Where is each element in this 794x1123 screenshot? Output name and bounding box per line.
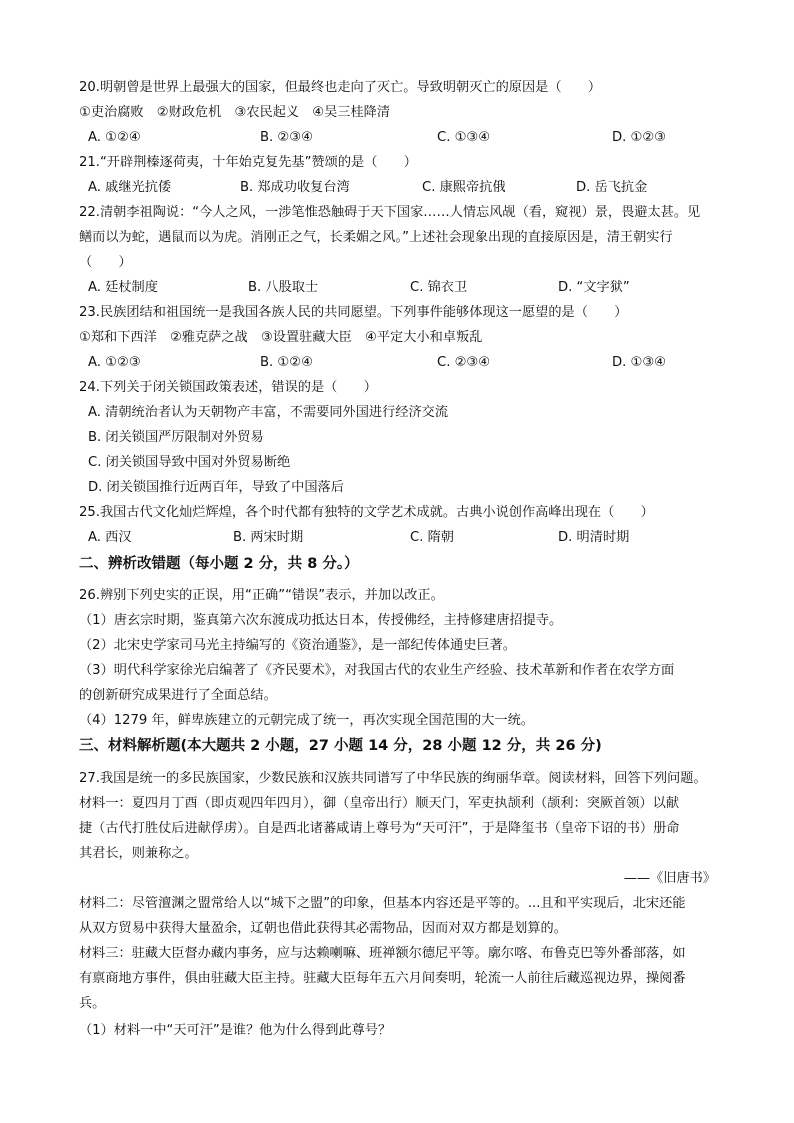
q27-sub-question-1: （1）材料一中“天可汗”是谁？他为什么得到此尊号？ bbox=[79, 1023, 392, 1038]
q20-options bbox=[88, 130, 708, 146]
q26-item: 的创新研究成果进行了全面总结。 bbox=[79, 688, 277, 703]
q23-items: ①郑和下西洋 ②雅克萨之战 ③设置驻藏大臣 ④平定大小和卓叛乱 bbox=[79, 330, 483, 345]
q24-option-c[interactable]: C. 闭关锁国导致中国对外贸易断绝 bbox=[88, 455, 291, 470]
q20-option-d[interactable]: D. ①②③ bbox=[612, 130, 667, 145]
q27-stem: 27.我国是统一的多民族国家，少数民族和汉族共同谱写了中华民族的绚丽华章。阅读材料，回答下列问题。 bbox=[79, 771, 707, 786]
q20-option-a[interactable]: A. ①②④ bbox=[88, 130, 141, 145]
material-1-line: 其君长，则兼称之。 bbox=[79, 846, 198, 861]
q24-option-b[interactable]: B. 闭关锁国严厉限制对外贸易 bbox=[88, 430, 264, 445]
q21-stem: 21.“开辟荆榛逐荷夷，十年始克复先基”赞颂的是（ ） bbox=[79, 155, 417, 170]
q22-option-a[interactable]: A. 廷杖制度 bbox=[88, 280, 158, 295]
q22-stem-line: 22.清朝李祖陶说：“今人之风，一涉笔惟恐触碍于天下国家……人情忘风觇（看，窥视）景，畏避太甚。见 bbox=[79, 205, 701, 220]
material-2-line: 材料二：尽管澶渊之盟常给人以“城下之盟”的印象，但基本内容还是平等的。...且和平实现后，北宋还能 bbox=[79, 896, 686, 911]
q25-option-a[interactable]: A. 西汉 bbox=[88, 530, 132, 545]
section3-heading: 三、材料解析题(本大题共 2 小题，27 小题 14 分，28 小题 12 分，共 26 分) bbox=[79, 738, 602, 754]
q25-options bbox=[88, 530, 708, 546]
q25-option-d[interactable]: D. 明清时期 bbox=[558, 530, 630, 545]
material-3-line: 有禀商地方事件，俱由驻藏大臣主持。驻藏大臣每年五六月间奏明，轮流一人前往后藏巡视边界，操阅番 bbox=[79, 971, 686, 986]
section2-heading: 二、辨析改错题（每小题 2 分，共 8 分。） bbox=[79, 556, 359, 572]
q24-option-a[interactable]: A. 清朝统治者认为天朝物产丰富，不需要同外国进行经济交流 bbox=[88, 405, 449, 420]
q21-option-a[interactable]: A. 戚继光抗倭 bbox=[88, 180, 172, 195]
q20-items: ①吏治腐败 ②财政危机 ③农民起义 ④吴三桂降清 bbox=[79, 105, 391, 120]
q21-option-d[interactable]: D. 岳飞抗金 bbox=[576, 180, 648, 195]
q23-option-b[interactable]: B. ①②④ bbox=[260, 355, 313, 370]
q22-options bbox=[88, 280, 708, 296]
q23-options bbox=[88, 355, 708, 371]
q23-option-d[interactable]: D. ①③④ bbox=[612, 355, 667, 370]
q26-item: （3）明代科学家徐光启编著了《齐民要术》，对我国古代的农业生产经验、技术革新和作者在农学方面 bbox=[79, 663, 675, 678]
material-3-line: 材料三：驻藏大臣督办藏内事务，应与达赖喇嘛、班禅额尔德尼平等。廓尔喀、布鲁克巴等外番部落，如 bbox=[79, 946, 686, 961]
q26-item: （4）1279 年，鲜卑族建立的元朝完成了统一，再次实现全国范围的大一统。 bbox=[79, 713, 534, 728]
q26-item: （2）北宋史学家司马光主持编写的《资治通鉴》，是一部纪传体通史巨著。 bbox=[79, 638, 516, 653]
q20-option-b[interactable]: B. ②③④ bbox=[260, 130, 313, 145]
q24-option-d[interactable]: D. 闭关锁国推行近两百年，导致了中国落后 bbox=[88, 480, 344, 495]
q25-stem: 25.我国古代文化灿烂辉煌，各个时代都有独特的文学艺术成就。古典小说创作高峰出现在（ ） bbox=[79, 505, 654, 520]
q26-stem: 26.辨别下列史实的正误，用“正确”“错误”表示，并加以改正。 bbox=[79, 588, 444, 603]
material-1-source: ——《旧唐书》 bbox=[623, 871, 716, 886]
q21-options bbox=[88, 180, 708, 196]
q22-option-d[interactable]: D. “文字狱” bbox=[558, 280, 630, 295]
q20-option-c[interactable]: C. ①③④ bbox=[437, 130, 491, 145]
q22-option-c[interactable]: C. 锦衣卫 bbox=[410, 280, 468, 295]
q20-stem: 20.明朝曾是世界上最强大的国家，但最终也走向了灭亡。导致明朝灭亡的原因是（ ） bbox=[79, 80, 602, 95]
q26-item: （1）唐玄宗时期，鉴真第六次东渡成功抵达日本，传授佛经，主持修建唐招提寺。 bbox=[79, 613, 563, 628]
material-1-line: 材料一：夏四月丁酉（即贞观四年四月），御（皇帝出行）顺天门，军吏执颉利（颉利：突厥首领）以献 bbox=[79, 796, 680, 811]
q22-option-b[interactable]: B. 八股取士 bbox=[248, 280, 319, 295]
q25-option-b[interactable]: B. 两宋时期 bbox=[233, 530, 304, 545]
q21-option-c[interactable]: C. 康熙帝抗俄 bbox=[422, 180, 506, 195]
q21-option-b[interactable]: B. 郑成功收复台湾 bbox=[240, 180, 350, 195]
q25-option-c[interactable]: C. 隋朝 bbox=[410, 530, 454, 545]
q23-stem: 23.民族团结和祖国统一是我国各族人民的共同愿望。下列事件能够体现这一愿望的是（ ） bbox=[79, 305, 628, 320]
q22-stem-line: （ ） bbox=[79, 255, 132, 270]
q23-option-c[interactable]: C. ②③④ bbox=[437, 355, 491, 370]
q22-stem-line: 鳝而以为蛇，遇鼠而以为虎。消刚正之气，长柔媚之风。”上述社会现象出现的直接原因是，清王朝实行 bbox=[79, 230, 673, 245]
material-1-line: 捷（古代打胜仗后进献俘虏）。自是西北诸蕃咸请上尊号为“天可汗”，于是降玺书（皇帝下诏的书）册命 bbox=[79, 821, 680, 836]
q24-stem: 24.下列关于闭关锁国政策表述，错误的是（ ） bbox=[79, 380, 377, 395]
material-3-line: 兵。 bbox=[79, 996, 106, 1011]
material-2-line: 从双方贸易中获得大量盈余，辽朝也借此获得其必需物品，因而对双方都是划算的。 bbox=[79, 921, 567, 936]
q23-option-a[interactable]: A. ①②③ bbox=[88, 355, 141, 370]
